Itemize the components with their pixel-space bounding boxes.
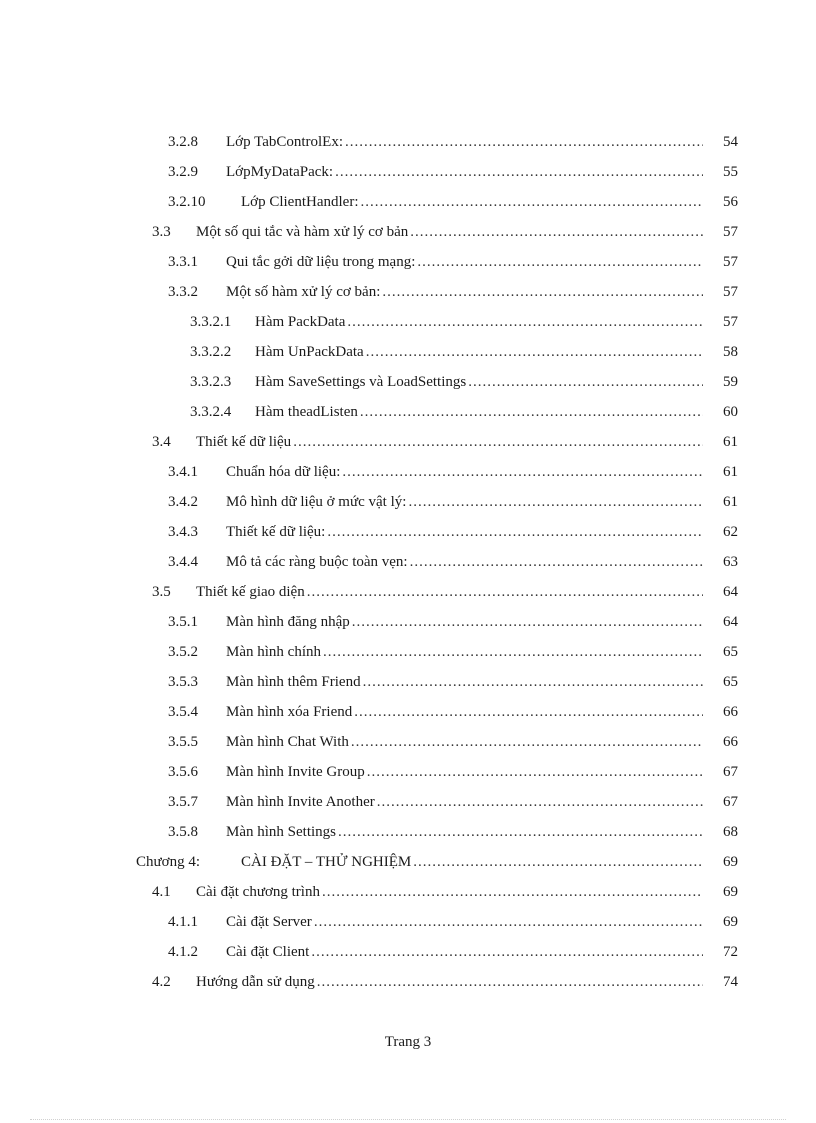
toc-entry-page: 54 — [723, 134, 738, 150]
toc-entry-title-leader — [255, 397, 703, 427]
toc-entry-title: Màn hình xóa Friend — [226, 704, 353, 720]
toc-entry[interactable] — [0, 217, 816, 247]
toc-entry-number: 3.5.1 — [168, 614, 198, 630]
toc-entry-page: 56 — [723, 194, 738, 210]
toc-entry-number: 3.5.6 — [168, 764, 198, 780]
toc-entry-number: Chương 4: — [136, 854, 200, 870]
toc-entry-page: 59 — [723, 374, 738, 390]
toc-entry-title-leader — [196, 967, 703, 997]
toc-entry-title: Màn hình thêm Friend — [226, 674, 361, 690]
toc-entry-page: 62 — [723, 524, 738, 540]
toc-entry-title: Thiết kế dữ liệu — [196, 434, 292, 450]
toc-entry-title-leader — [226, 457, 703, 487]
toc-entry-page: 61 — [723, 464, 738, 480]
toc-entry-title-leader — [255, 307, 703, 337]
toc-entry-title: LớpMyDataPack: — [226, 164, 334, 180]
toc-entry-number: 3.4.1 — [168, 464, 198, 480]
toc-entry[interactable] — [0, 487, 816, 517]
toc-entry-title-leader — [255, 367, 703, 397]
toc-entry-title: Một số hàm xử lý cơ bản: — [226, 284, 381, 300]
toc-entry[interactable] — [0, 547, 816, 577]
toc-entry-title: Qui tắc gởi dữ liệu trong mạng: — [226, 254, 416, 270]
toc-entry-title: Mô hình dữ liệu ở mức vật lý: — [226, 494, 407, 510]
toc-entry[interactable] — [0, 697, 816, 727]
toc-entry-title-leader — [241, 187, 703, 217]
page-number-label: Trang 3 — [384, 1034, 432, 1050]
toc-entry-page: 64 — [723, 614, 738, 630]
toc-entry-title: Thiết kế dữ liệu: — [226, 524, 326, 540]
toc-entry-title-leader — [226, 637, 703, 667]
toc-entry-title-leader — [226, 157, 703, 187]
toc-entry-title: Cài đặt Server — [226, 914, 312, 930]
table-of-contents — [0, 127, 816, 997]
toc-entry-number: 3.2.9 — [168, 164, 198, 180]
toc-entry-number: 3.3.2.3 — [190, 374, 232, 390]
toc-entry-title: Cài đặt Client — [226, 944, 310, 960]
toc-entry-title-leader — [226, 547, 703, 577]
toc-entry-number: 3.3.2 — [168, 284, 198, 300]
toc-entry[interactable] — [0, 967, 816, 997]
toc-entry[interactable] — [0, 337, 816, 367]
toc-entry-title-leader — [226, 607, 703, 637]
toc-entry-page: 55 — [723, 164, 738, 180]
toc-entry-page: 66 — [723, 734, 738, 750]
toc-entry[interactable] — [0, 667, 816, 697]
toc-entry-title: Màn hình đăng nhập — [226, 614, 350, 630]
page-footer — [0, 1034, 816, 1051]
toc-entry-page: 57 — [723, 224, 738, 240]
toc-entry[interactable] — [0, 847, 816, 877]
toc-entry[interactable] — [0, 367, 816, 397]
toc-entry-title-leader — [226, 667, 703, 697]
toc-entry-number: 3.5.5 — [168, 734, 198, 750]
toc-entry-title-leader — [226, 277, 703, 307]
toc-entry-title-leader — [226, 247, 703, 277]
toc-entry-title-leader — [241, 847, 703, 877]
toc-entry-number: 3.4.2 — [168, 494, 198, 510]
toc-entry-title-leader — [226, 787, 703, 817]
toc-entry[interactable] — [0, 577, 816, 607]
toc-entry[interactable] — [0, 307, 816, 337]
toc-entry-page: 68 — [723, 824, 738, 840]
toc-entry-title: Hướng dẫn sử dụng — [196, 974, 315, 990]
toc-entry-number: 3.2.10 — [168, 194, 206, 210]
toc-entry[interactable] — [0, 427, 816, 457]
toc-entry-title-leader — [255, 337, 703, 367]
toc-entry[interactable] — [0, 517, 816, 547]
toc-entry-page: 57 — [723, 284, 738, 300]
toc-entry-title-leader — [196, 427, 703, 457]
toc-entry-title: Màn hình Chat With — [226, 734, 349, 750]
toc-entry-number: 3.3 — [152, 224, 171, 240]
toc-entry-title: Lớp ClientHandler: — [241, 194, 359, 210]
toc-entry-title-leader — [226, 127, 703, 157]
toc-entry-page: 65 — [723, 644, 738, 660]
toc-entry-title: Chuẩn hóa dữ liệu: — [226, 464, 341, 480]
toc-entry-page: 69 — [723, 914, 738, 930]
toc-entry-number: 3.3.2.1 — [190, 314, 232, 330]
toc-entry-title: Cài đặt chương trình — [196, 884, 320, 900]
toc-entry-number: 4.1.2 — [168, 944, 198, 960]
toc-entry-title: Một số qui tắc và hàm xử lý cơ bản — [196, 224, 409, 240]
toc-entry[interactable] — [0, 187, 816, 217]
toc-entry-page: 66 — [723, 704, 738, 720]
toc-entry-number: 3.4 — [152, 434, 171, 450]
toc-entry[interactable] — [0, 817, 816, 847]
toc-entry-title: Màn hình Settings — [226, 824, 337, 840]
toc-entry[interactable] — [0, 247, 816, 277]
toc-entry-title: Mô tả các ràng buộc toàn vẹn: — [226, 554, 408, 570]
toc-entry-title-leader — [226, 727, 703, 757]
toc-entry-number: 3.3.2.2 — [190, 344, 232, 360]
toc-entry-number: 3.3.1 — [168, 254, 198, 270]
toc-entry-page: 60 — [723, 404, 738, 420]
toc-entry-page: 58 — [723, 344, 738, 360]
toc-entry-title-leader — [226, 907, 703, 937]
toc-entry[interactable] — [0, 877, 816, 907]
toc-entry-page: 69 — [723, 884, 738, 900]
toc-entry-page: 61 — [723, 434, 738, 450]
toc-entry-number: 3.5 — [152, 584, 171, 600]
toc-entry-number: 4.2 — [152, 974, 171, 990]
toc-entry-title-leader — [196, 577, 703, 607]
page-bottom-divider — [30, 1119, 786, 1120]
toc-entry-title: Hàm UnPackData — [255, 344, 364, 360]
toc-entry-title: Màn hình Invite Group — [226, 764, 365, 780]
toc-entry[interactable] — [0, 457, 816, 487]
toc-entry-page: 67 — [723, 794, 738, 810]
toc-entry-number: 3.5.3 — [168, 674, 198, 690]
toc-entry-page: 57 — [723, 254, 738, 270]
toc-entry-page: 72 — [723, 944, 738, 960]
toc-entry-number: 4.1.1 — [168, 914, 198, 930]
toc-entry-title: Thiết kế giao diện — [196, 584, 305, 600]
toc-entry-number: 3.5.7 — [168, 794, 198, 810]
toc-entry[interactable] — [0, 787, 816, 817]
toc-entry-title-leader — [196, 877, 703, 907]
toc-entry[interactable] — [0, 757, 816, 787]
toc-entry-title-leader — [226, 487, 703, 517]
toc-entry-title-leader — [226, 937, 703, 967]
toc-entry-page: 57 — [723, 314, 738, 330]
toc-entry-title: Hàm theadListen — [255, 404, 358, 420]
toc-entry-page: 67 — [723, 764, 738, 780]
toc-entry[interactable] — [0, 127, 816, 157]
toc-entry-title-leader — [196, 217, 703, 247]
toc-entry-page: 63 — [723, 554, 738, 570]
toc-entry-title: CÀI ĐẶT – THỬ NGHIỆM — [241, 854, 412, 870]
toc-entry[interactable] — [0, 937, 816, 967]
toc-entry-page: 69 — [723, 854, 738, 870]
toc-entry[interactable] — [0, 397, 816, 427]
toc-entry-title: Lớp TabControlEx: — [226, 134, 344, 150]
toc-entry-page: 65 — [723, 674, 738, 690]
toc-entry-number: 3.3.2.4 — [190, 404, 232, 420]
toc-entry-number: 3.5.2 — [168, 644, 198, 660]
toc-entry[interactable] — [0, 907, 816, 937]
toc-entry-number: 3.5.8 — [168, 824, 198, 840]
toc-entry-number: 3.5.4 — [168, 704, 198, 720]
toc-entry-title-leader — [226, 817, 703, 847]
toc-entry-title-leader — [226, 517, 703, 547]
toc-entry-number: 3.4.3 — [168, 524, 198, 540]
toc-entry-page: 74 — [723, 974, 738, 990]
toc-entry[interactable] — [0, 277, 816, 307]
toc-entry-title: Hàm SaveSettings và LoadSettings — [255, 374, 467, 390]
toc-entry-page: 61 — [723, 494, 738, 510]
toc-entry-title-leader — [226, 697, 703, 727]
toc-entry-title: Màn hình chính — [226, 644, 321, 660]
toc-entry[interactable] — [0, 727, 816, 757]
toc-entry-number: 3.4.4 — [168, 554, 198, 570]
toc-entry-number: 3.2.8 — [168, 134, 198, 150]
toc-entry-page: 64 — [723, 584, 738, 600]
toc-entry-title-leader — [226, 757, 703, 787]
toc-entry-title: Hàm PackData — [255, 314, 346, 330]
toc-entry-title: Màn hình Invite Another — [226, 794, 375, 810]
toc-entry[interactable] — [0, 637, 816, 667]
toc-entry[interactable] — [0, 157, 816, 187]
toc-entry-number: 4.1 — [152, 884, 171, 900]
toc-entry[interactable] — [0, 607, 816, 637]
